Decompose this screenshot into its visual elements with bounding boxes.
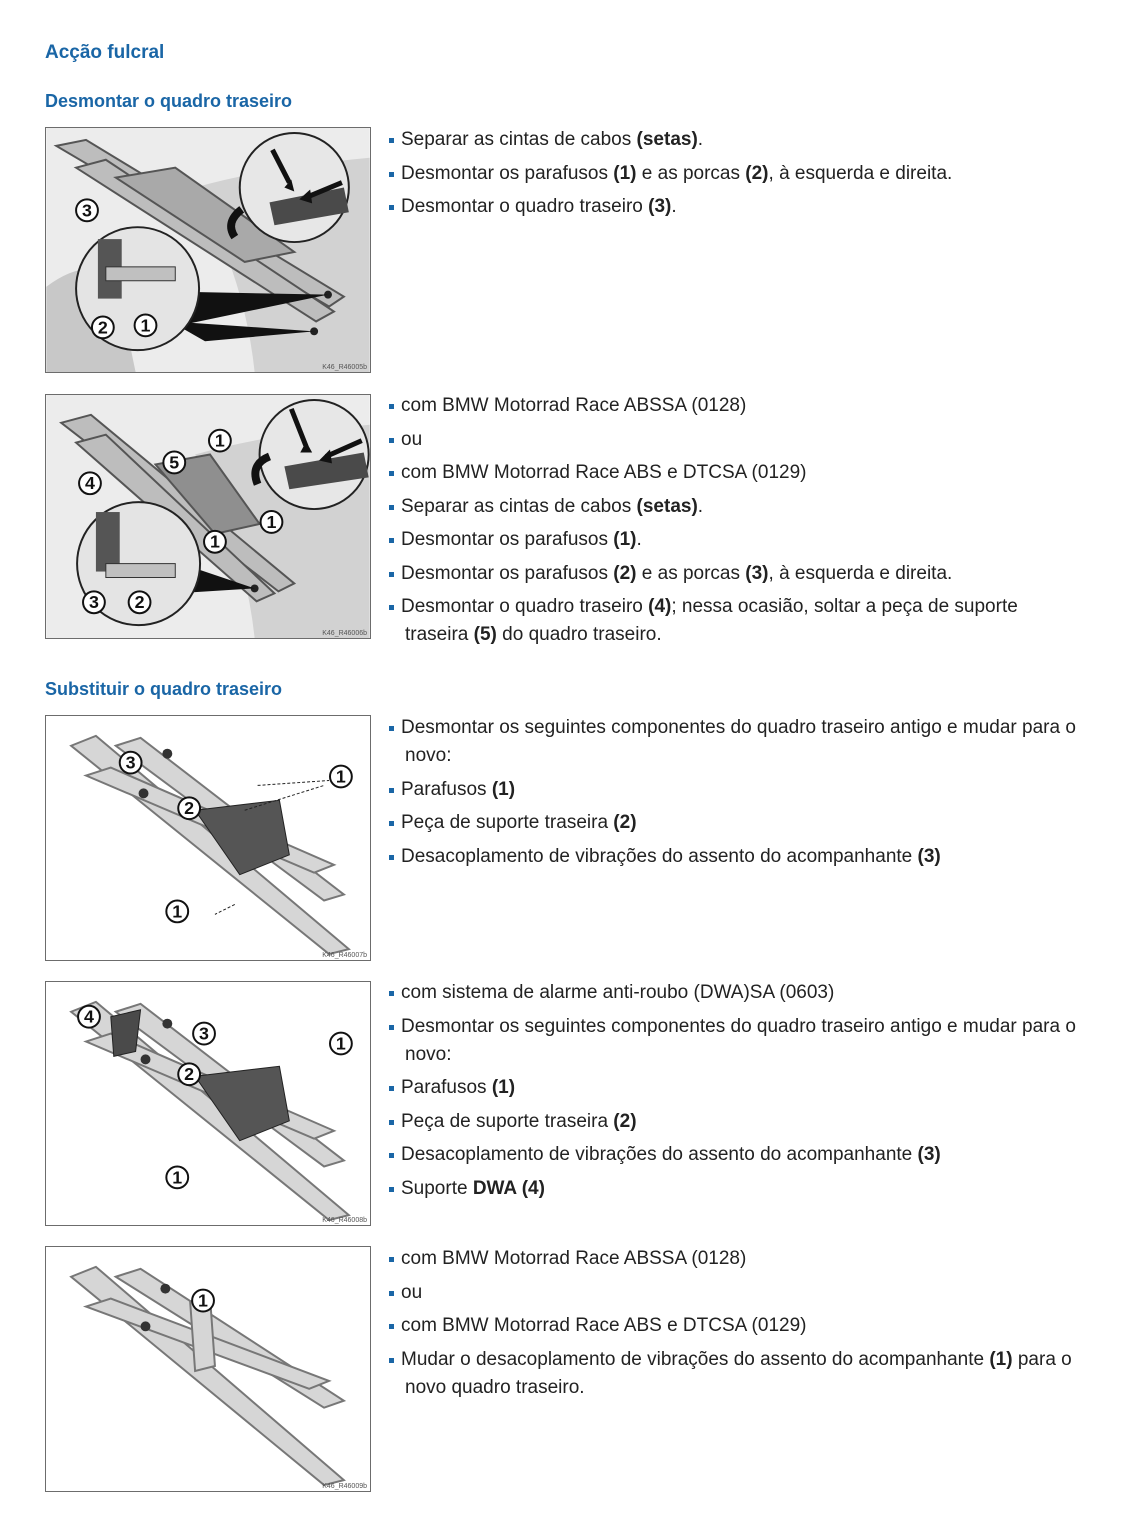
step-text: Peça de suporte traseira	[401, 812, 614, 833]
svg-text:3: 3	[88, 592, 99, 613]
step-item	[388, 1245, 1110, 1273]
svg-text:2: 2	[97, 317, 108, 338]
step-text: .	[636, 529, 642, 550]
callout-badge	[193, 1023, 215, 1045]
svg-text:1: 1	[266, 511, 277, 532]
step-text: Desmontar o quadro traseiro	[401, 196, 649, 217]
step-item	[388, 776, 1110, 804]
step-reference: (1)	[613, 529, 637, 550]
step-text: Desmontar os seguintes componentes do quadro traseiro antigo e mudar para o	[401, 717, 1076, 738]
figure-code: K46_R46007b	[322, 952, 367, 959]
step-text: novo quadro traseiro.	[405, 1376, 585, 1398]
step-text: novo:	[405, 1043, 452, 1065]
step-reference: (5)	[473, 624, 497, 645]
step-text: com sistema de alarme anti-roubo (DWA)SA (0603)	[401, 982, 835, 1003]
figure-remove-rear-frame-race	[45, 394, 371, 639]
step-text: Parafusos	[401, 778, 492, 800]
callout-badge	[178, 1063, 200, 1085]
callout-badge	[83, 591, 105, 613]
step-item	[388, 126, 1110, 154]
step-text: com BMW Motorrad Race ABS e DTCSA (0129)	[401, 462, 807, 483]
step-text: Desmontar os parafusos	[401, 529, 614, 550]
step-item	[388, 1108, 1110, 1136]
figure-callouts	[46, 128, 370, 372]
figure-code: K46_R46009b	[322, 1483, 367, 1490]
step-text: com BMW Motorrad Race ABSSA (0128)	[401, 1248, 747, 1269]
callout-badge	[129, 591, 151, 613]
step-item	[388, 1312, 1110, 1340]
step-text: traseira	[405, 624, 474, 645]
figure-callouts	[46, 395, 370, 638]
step-text: Desmontar os parafusos	[401, 162, 614, 184]
step-reference: (4)	[648, 596, 672, 617]
callout-badge	[135, 314, 157, 336]
svg-text:2: 2	[134, 592, 145, 613]
step-list	[388, 979, 1110, 1208]
step-text: ou	[401, 428, 423, 450]
step-item	[388, 193, 1110, 221]
step-item	[388, 1141, 1110, 1169]
step-text: , à esquerda e direita.	[768, 162, 953, 184]
figure-replace-rear-frame	[45, 715, 371, 961]
step-text: Desmontar os parafusos	[401, 562, 614, 584]
step-text: Separar as cintas de cabos	[401, 129, 637, 150]
step-text: .	[671, 196, 677, 217]
step-reference: (3)	[917, 845, 941, 867]
step-text: Desmontar os seguintes componentes do quadro traseiro antigo e mudar para o	[401, 1015, 1076, 1037]
svg-text:2: 2	[184, 1064, 195, 1085]
step-text: ; nessa ocasião, soltar a peça de suporte	[671, 596, 1018, 617]
svg-text:1: 1	[335, 1033, 346, 1054]
step-item	[388, 1013, 1110, 1069]
step-text-continued	[401, 621, 1110, 649]
step-item	[388, 843, 1110, 871]
step-item	[388, 1279, 1110, 1307]
section-title-remove: Desmontar o quadro traseiro	[45, 91, 293, 111]
step-item	[388, 1175, 1110, 1203]
svg-text:5: 5	[169, 452, 180, 473]
figure-code: K46_R46006b	[322, 630, 367, 637]
figure-transfer-vibration-damper	[45, 1246, 371, 1492]
step-reference: (3)	[648, 196, 672, 217]
svg-text:1: 1	[214, 430, 225, 451]
figure-remove-rear-frame	[45, 127, 371, 373]
figure-replace-rear-frame-dwa	[45, 981, 371, 1226]
step-item	[388, 160, 1110, 188]
callout-badge	[261, 511, 283, 533]
step-item	[388, 593, 1110, 649]
step-item	[388, 426, 1110, 454]
step-text: ou	[401, 1281, 423, 1303]
callout-badge	[166, 1166, 188, 1188]
step-reference: (3)	[745, 562, 769, 584]
figure-code: K46_R46005b	[322, 364, 367, 371]
callout-badge	[166, 900, 188, 922]
step-item	[388, 1074, 1110, 1102]
step-item	[388, 809, 1110, 837]
step-text: com BMW Motorrad Race ABS e DTCSA (0129)	[401, 1315, 807, 1336]
figure-callouts	[46, 716, 370, 960]
step-text: Parafusos	[401, 1077, 492, 1098]
step-text: para o	[1012, 1348, 1072, 1370]
step-text: Desacoplamento de vibrações do assento do acompanhante	[401, 1144, 918, 1165]
step-text: .	[697, 129, 704, 150]
step-item	[388, 714, 1110, 770]
step-text-continued	[401, 1041, 1110, 1069]
step-text: .	[697, 495, 704, 517]
step-item	[388, 493, 1110, 521]
step-item	[388, 459, 1110, 487]
callout-badge	[178, 797, 200, 819]
svg-text:1: 1	[209, 531, 220, 552]
callout-badge	[209, 430, 231, 452]
callout-badge	[163, 452, 185, 474]
svg-text:1: 1	[172, 1167, 183, 1188]
svg-text:4: 4	[84, 1006, 94, 1027]
svg-text:1: 1	[172, 901, 183, 922]
callout-badge	[78, 1006, 100, 1028]
figure-callouts	[46, 982, 370, 1225]
step-list	[388, 714, 1110, 876]
step-text: , à esquerda e direita.	[768, 562, 953, 584]
callout-badge	[204, 531, 226, 553]
svg-text:1: 1	[335, 766, 346, 787]
step-text: do quadro traseiro.	[496, 624, 662, 645]
step-text-continued	[401, 1374, 1110, 1402]
step-item	[388, 392, 1110, 420]
callout-badge	[79, 472, 101, 494]
step-text: Peça de suporte traseira	[401, 1110, 614, 1132]
callout-badge	[192, 1290, 214, 1312]
callout-badge	[120, 752, 142, 774]
section-title-replace: Substituir o quadro traseiro	[45, 679, 283, 699]
step-list	[388, 392, 1110, 655]
step-reference: (2)	[613, 1110, 637, 1132]
page-title: Acção fulcral	[45, 42, 165, 63]
step-text: com BMW Motorrad Race ABSSA (0128)	[401, 395, 747, 416]
step-text: Separar as cintas de cabos	[401, 495, 637, 517]
step-item	[388, 1346, 1110, 1402]
step-text: Suporte	[401, 1177, 473, 1199]
step-reference: (3)	[917, 1144, 941, 1165]
svg-text:3: 3	[82, 200, 92, 221]
svg-text:1: 1	[198, 1290, 209, 1311]
step-reference: (2)	[613, 562, 637, 584]
step-reference: (setas)	[636, 129, 698, 150]
callout-badge	[330, 766, 352, 788]
step-reference: (setas)	[636, 495, 698, 517]
step-list	[388, 126, 1110, 227]
step-text: Desmontar o quadro traseiro	[401, 596, 649, 617]
svg-text:2: 2	[184, 798, 195, 819]
callout-badge	[330, 1033, 352, 1055]
step-text: e as porcas	[636, 562, 746, 584]
step-reference: (1)	[613, 162, 637, 184]
step-text-continued	[401, 742, 1110, 770]
callout-badge	[76, 199, 98, 221]
step-text: novo:	[405, 745, 452, 766]
step-text: Mudar o desacoplamento de vibrações do assento do acompanhante	[401, 1348, 990, 1370]
svg-text:1: 1	[140, 315, 151, 336]
step-list	[388, 1245, 1110, 1407]
svg-text:3: 3	[199, 1023, 210, 1044]
step-reference: (1)	[989, 1348, 1013, 1370]
step-item	[388, 560, 1110, 588]
step-reference: (2)	[613, 812, 637, 833]
step-text: e as porcas	[636, 162, 746, 184]
figure-callouts	[46, 1247, 370, 1491]
step-reference: (1)	[491, 778, 516, 800]
step-reference: DWA (4)	[472, 1177, 545, 1199]
step-text: Desacoplamento de vibrações do assento do acompanhante	[401, 845, 918, 867]
svg-text:4: 4	[85, 473, 95, 494]
step-item	[388, 979, 1110, 1007]
step-reference: (2)	[745, 162, 769, 184]
callout-badge	[92, 316, 114, 338]
svg-text:3: 3	[125, 752, 136, 773]
step-reference: (1)	[491, 1077, 516, 1098]
figure-code: K46_R46008b	[322, 1217, 367, 1224]
step-item	[388, 526, 1110, 554]
